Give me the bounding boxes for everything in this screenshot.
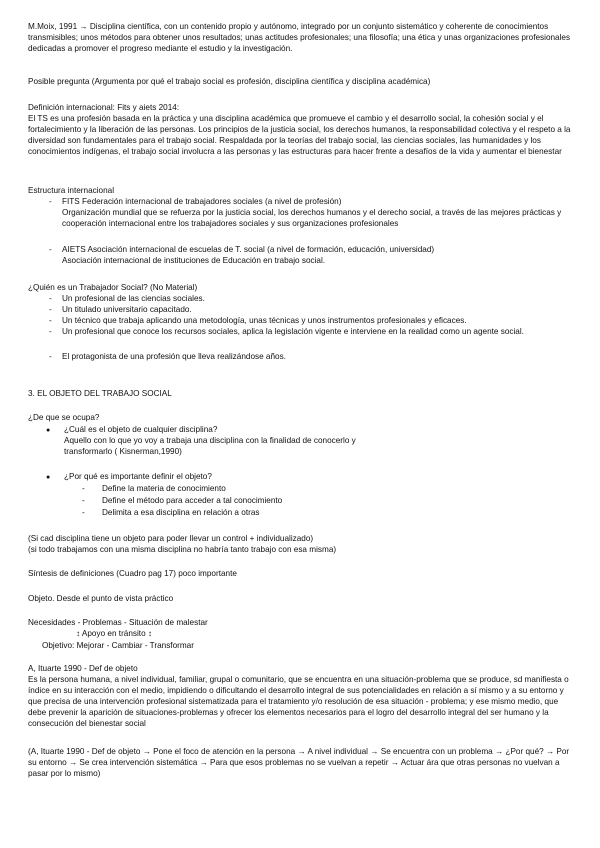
dash-bullet: - — [82, 496, 85, 505]
object-question-2: ¿Por qué es importante definir el objeto? — [64, 472, 212, 481]
dash-bullet: - — [82, 484, 85, 493]
dash-bullet: - — [49, 245, 52, 254]
who-item: Un profesional que conoce los recursos sociales, aplica la legislación vigente e interviene en la realidad como un agente social. — [62, 327, 524, 336]
object-reason: Define el método para acceder a tal conocimiento — [102, 496, 283, 505]
fits-detail: Organización mundial que se refuerza por la justicia social, los derechos humanos y el derecho social, a través de las mejores prácticas y cooperación internacional entre los trabajadores sociales y sus organizaciones profesionales — [62, 208, 562, 228]
support-line: ↕ Apoyo en tránsito ↕ — [76, 629, 153, 638]
object-practical: Objeto. Desde el punto de vista práctico — [28, 594, 174, 603]
ituarte-heading: A, Ituarte 1990 - Def de objeto — [28, 664, 138, 673]
bullet-dot: ● — [46, 427, 51, 434]
object-reason: Delimita a esa disciplina en relación a otras — [102, 508, 260, 517]
fits-title: FITS Federación internacional de trabajadores sociales (a nivel de profesión) — [62, 197, 342, 206]
section3-heading: 3. EL OBJETO DEL TRABAJO SOCIAL — [28, 389, 172, 398]
bullet-dot: ● — [46, 474, 51, 481]
object-answer-1: Aquello con lo que yo voy a trabaja una disciplina con la finalidad de conocerlo y transformarlo ( Kisnerman,1990) — [64, 436, 356, 456]
who-item: El protagonista de una profesión que lleva realizándose años. — [62, 352, 286, 361]
note-2: (si todo trabajamos con una misma disciplina no habría tanto trabajo con esa misma) — [28, 545, 337, 554]
structure-heading: Estructura internacional — [28, 186, 115, 195]
who-item: Un profesional de las ciencias sociales. — [62, 294, 205, 303]
definition-body: El TS es una profesión basada en la práctica y una disciplina académica que promueve el cambio y el desarrollo social, la cohesión social y el fortalecimiento y la liberación de las personas. Los principios de la justicia social, los derechos humanos, la responsabilidad colectiva y el respeto a la diversidad son fundamentales para el trabajo social. Respaldada por la teorías del trabajo social, las ciencias sociales, las humanidades y los conocimientos indígenas, el trabajo social involucra a las personas y las estructuras para hacer frente a desafíos de la vida y aumentar el bienestar — [28, 114, 571, 156]
dash-bullet: - — [49, 197, 52, 206]
dash-bullet: - — [49, 316, 52, 325]
dash-bullet: - — [49, 294, 52, 303]
who-item: Un titulado universitario capacitado. — [62, 305, 192, 314]
possible-question: Posible pregunta (Argumenta por qué el trabajo social es profesión, disciplina científica y disciplina académica) — [28, 77, 431, 86]
dash-bullet: - — [49, 352, 52, 361]
synthesis-line: Síntesis de definiciones (Cuadro pag 17) poco importante — [28, 569, 237, 578]
who-item: Un técnico que trabaja aplicando una metodología, unas técnicas y unos instrumentos profesionales y eficaces. — [62, 316, 467, 325]
dash-bullet: - — [82, 508, 85, 517]
object-question-1: ¿Cuál es el objeto de cualquier disciplina? — [64, 425, 218, 434]
who-heading: ¿Quién es un Trabajador Social? (No Material) — [28, 283, 198, 292]
dash-bullet: - — [49, 327, 52, 336]
dash-bullet: - — [49, 305, 52, 314]
aiets-title: AIETS Asociación internacional de escuelas de T. social (a nivel de formación, educación, universidad) — [62, 245, 435, 254]
needs-line: Necesidades - Problemas - Situación de malestar — [28, 618, 208, 627]
aiets-detail: Asociación internacional de instituciones de Educación en trabajo social. — [62, 256, 326, 265]
definition-heading: Definición internacional: Fits y aiets 2014: — [28, 103, 180, 112]
ituarte-definition: Es la persona humana, a nivel individual, familiar, grupal o comunitario, que se encuentra en una situación-problema que se produce, sd manifiesta o índice en su interacción con el medio, impidiendo o dificultando el desarrollo integral de sus potencialidades en relación a sí mismo y a su entorno y que precisa de una intervención profesional sistematizada para el tratamiento y/o resolución de esa situación - problema; y ese mismo medio, que debe prevenir la aparición de situaciones-problemas y ofrecer los elementos necesarios para el logro del desarrollo integral del ser humano y la consecución del bienestar social — [28, 675, 569, 728]
moix-definition: M.Moix, 1991 → Disciplina científica, con un contenido propio y autónomo, integrado por un conjunto sistemático y coherente de conocimientos transmisibles; unos métodos para obtener unos resultados; unas actitudes profesionales; una filosofía; una ética y unas organizaciones profesionales dedicadas a promover el progreso mediante el estudio y la investigación. — [28, 22, 571, 53]
section3-question: ¿De que se ocupa? — [28, 413, 100, 422]
ituarte-summary: (A, Ituarte 1990 - Def de objeto → Pone el foco de atención en la persona → A nivel individual → Se encuentra con un problema → ¿Por qué? → Por su entorno → Se crea intervención sistemática → Para que esos problemas no se vuelvan a repetir → Actuar ára que otras personas no vuelvan a pasar por lo mismo) — [28, 747, 570, 778]
objective-line: Objetivo: Mejorar - Cambiar - Transformar — [42, 641, 194, 650]
object-reason: Define la materia de conocimiento — [102, 484, 226, 493]
note-1: (Si cad disciplina tiene un objeto para poder llevar un control + individualizado) — [28, 534, 314, 543]
